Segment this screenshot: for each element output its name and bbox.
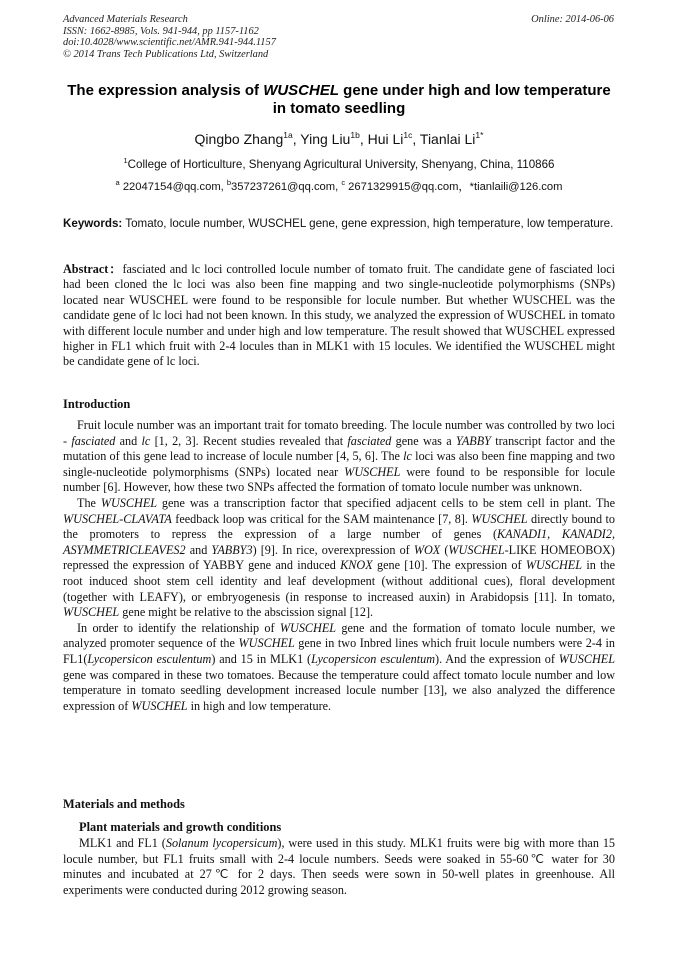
italic-run: WOX xyxy=(413,542,441,557)
journal-header xyxy=(63,14,423,60)
italic-run: YABBY xyxy=(455,433,491,448)
italic-run: WUSCHEL xyxy=(100,495,158,510)
text-run: loci was also been fine mapping and two single-nucleotide polymorphisms (SNPs) located near xyxy=(63,449,615,479)
abstract-label: Abstract： xyxy=(63,262,123,276)
italic-run: WUSCHEL xyxy=(238,636,295,651)
italic-run: Solanum lycopersicum xyxy=(165,836,278,850)
author-sep: , xyxy=(359,131,368,147)
author-name: Qingbo Zhang xyxy=(194,131,284,147)
affiliation-text: College of Horticulture, Shenyang Agricultural University, Shenyang, China, 110866 xyxy=(127,158,555,171)
text-run: feedback loop was critical for the SAM maintenance [7, 8]. xyxy=(171,511,472,526)
paper-title xyxy=(63,82,615,118)
text-run: ( xyxy=(440,542,449,557)
author-sup: 1b xyxy=(350,130,360,140)
issn-line: ISSN: 1662-8985, Vols. 941-944, pp 1157-1162 xyxy=(63,25,259,37)
text-run: Fruit locule number was an important trait for tomato breeding. The locule number was controlled by two loci - xyxy=(63,418,615,448)
italic-run: WUSCHEL xyxy=(344,464,401,479)
title-gene: WUSCHEL xyxy=(263,82,340,99)
italic-run: WUSCHEL xyxy=(448,542,505,557)
paragraph xyxy=(63,418,615,496)
text-run: [1, 2, 3]. Recent studies revealed that xyxy=(150,433,348,448)
text-run: ). And the expression of xyxy=(435,651,559,666)
text-run: and xyxy=(115,433,142,448)
italic-run: WUSCHEL xyxy=(525,558,583,573)
author-sup: 1* xyxy=(475,130,484,140)
author-sup: 1c xyxy=(403,130,413,140)
keywords-text: Tomato, locule number, WUSCHEL gene, gene expression, high temperature, low temperature. xyxy=(122,217,614,230)
italic-run: YABBY3 xyxy=(211,542,253,557)
text-run: In order to identify the relationship of xyxy=(77,620,280,635)
title-pre: The expression analysis of xyxy=(67,82,264,99)
abstract-text: fasciated and lc loci controlled locule number of tomato fruit. The candidate gene of fasciated loci had been cloned the lc loci was also been fine mapping and two single-nucleotide polymorphisms (SNPs) located near WUSCHEL were found to be responsible for locule number. But whether WUSCHEL was the candidate gene of lc loci had not been known. In this study, we analyzed the expression of WUSCHEL in tomato with different locule number and under high and low temperature. The result showed that WUSCHEL expressed higher in FL1 which fruit with 2-4 locules than in MLK1 with 15 locules. We identified the WUSCHEL might be candidate gene of lc loci. xyxy=(63,262,615,369)
email-sup: a xyxy=(115,178,120,187)
email-sup: b xyxy=(226,178,232,187)
text-run: gene might be relative to the abscission signal [12]. xyxy=(119,605,374,620)
text-run: -LIKE HOMEOBOX) repressed the expression of YABBY gene and induced xyxy=(63,542,615,573)
text-run: , xyxy=(547,527,562,542)
author-name: Hui Li xyxy=(367,131,404,147)
affiliation-sup: 1 xyxy=(123,156,128,165)
italic-run: Lycopersicon esculentum xyxy=(87,651,212,666)
journal-name: Advanced Materials Research xyxy=(63,14,188,25)
author-sup: 1a xyxy=(283,130,293,140)
paragraph xyxy=(63,621,615,715)
text-run: in the root induced shoot stem cell identity and leaf development (without additional cues), floral development (together with LEAFY), or embryogenesis (in response to increased auxin) in Arabidopsis [11]. In tomato, xyxy=(63,558,615,604)
email-sup: c xyxy=(341,178,346,187)
text-run: in high and low temperature. xyxy=(187,698,332,713)
author-name: Ying Liu xyxy=(300,131,351,147)
email-a: 22047154@qq.com, xyxy=(119,181,227,193)
methods-body xyxy=(63,836,615,898)
italic-run: fasciated xyxy=(71,433,116,448)
italic-run: Lycopersicon esculentum xyxy=(311,651,436,666)
text-run: MLK1 and FL1 ( xyxy=(79,836,166,850)
italic-run: lc xyxy=(141,433,151,448)
paragraph xyxy=(63,836,615,898)
text-run: gene was compared in these two tomatoes. Because the temperature could affect tomato locule number and low temperature in tomato seedling development increased locule number [13], we also analyzed the difference expression of xyxy=(63,667,615,713)
italic-run: WUSCHEL xyxy=(63,605,120,620)
italic-run: WUSCHEL xyxy=(279,620,337,635)
italic-run: WUSCHEL xyxy=(558,651,615,666)
author-list xyxy=(63,131,615,148)
text-run: ) [9]. In rice, overexpression of xyxy=(252,542,414,557)
author-sep: , xyxy=(292,131,301,147)
italic-run: WUSCHEL xyxy=(131,698,188,713)
text-run: directly bound to the promoters to repress the expression of a large number of genes ( xyxy=(63,511,615,542)
text-run: gene [10]. The expression of xyxy=(372,558,526,573)
text-run: The xyxy=(77,495,101,510)
text-run: gene was a xyxy=(391,433,456,448)
author-sep: , xyxy=(412,131,420,147)
title-post: gene under high and low temperature in tomato seedling xyxy=(272,82,611,117)
online-date: Online: 2014-06-06 xyxy=(531,14,614,25)
text-run: gene in two Inbred lines which fruit locule numbers were 2-4 in FL1( xyxy=(63,636,616,666)
italic-run: lc xyxy=(403,449,412,464)
text-run: ) and 15 in MLK1 ( xyxy=(211,651,312,666)
italic-run: fasciated xyxy=(347,433,392,448)
section-heading-introduction: Introduction xyxy=(63,397,131,411)
introduction-body xyxy=(63,418,615,714)
abstract xyxy=(63,262,615,370)
text-run: and xyxy=(185,542,212,557)
keywords-label: Keywords: xyxy=(63,217,123,230)
italic-run: KANADI2, ASYMMETRICLEAVES2 xyxy=(63,527,616,557)
email-b: 357237261@qq.com, xyxy=(231,181,342,193)
text-run: ), were used in this study. MLK1 fruits were big with more than 15 locule number, but FL1 fruits small with 2-4 locule numbers. Seeds were soaked in 55-60℃ water for 30 minutes and incubated at 27℃ for 2 days. Then seeds were sown in 50-well plates in greenhouse. All experiments were conducted during 2012 growing season. xyxy=(63,836,616,897)
text-run: gene was a transcription factor that specified adjacent cells to be stem cell in plant. The xyxy=(157,495,616,510)
subsection-heading: Plant materials and growth conditions xyxy=(79,820,282,834)
copyright-line: © 2014 Trans Tech Publications Ltd, Switzerland xyxy=(63,48,269,60)
affiliation xyxy=(63,158,615,172)
italic-run: WUSCHEL xyxy=(471,511,528,526)
section-heading-methods: Materials and methods xyxy=(63,797,185,811)
italic-run: WUSCHEL-CLAVATA xyxy=(63,511,172,526)
text-run: transcript factor and the mutation of this gene lead to increase of locule number [4, 5, 6]. The xyxy=(63,433,615,464)
email-c: 2671329915@qq.com，*tianlaili@126.com xyxy=(345,181,563,193)
paragraph xyxy=(63,496,615,621)
author-name: Tianlai Li xyxy=(419,131,476,147)
italic-run: KNOX xyxy=(340,558,373,573)
text-run: were found to be responsible for locule number [6]. However, how these two SNPs affected the formation of tomato locule number was unknown. xyxy=(63,464,615,495)
doi-line: doi:10.4028/www.scientific.net/AMR.941-944.1157 xyxy=(63,37,276,49)
italic-run: KANADI1 xyxy=(497,527,548,542)
keywords xyxy=(63,217,615,231)
text-run: gene and the formation of tomato locule number, we analyzed promoter sequence of the xyxy=(63,620,615,651)
email-line xyxy=(63,180,615,194)
